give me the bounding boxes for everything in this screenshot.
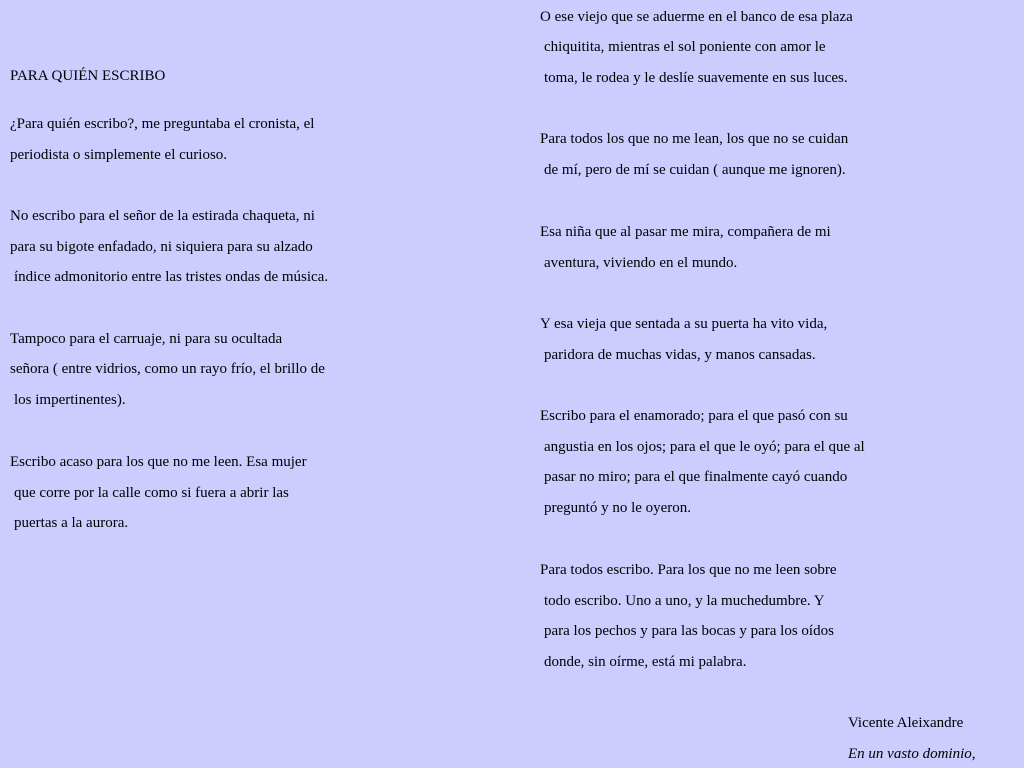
poem-line: aventura, viviendo en el mundo. xyxy=(544,255,738,271)
poem-source: En un vasto dominio, xyxy=(848,746,976,762)
poem-line: todo escribo. Uno a uno, y la muchedumbre. Y xyxy=(544,593,825,609)
poem-line: puertas a la aurora. xyxy=(14,515,129,531)
poem-line: para su bigote enfadado, ni siquiera para su alzado xyxy=(10,239,313,255)
poem-line: donde, sin oírme, está mi palabra. xyxy=(544,654,747,670)
poem-line: Tampoco para el carruaje, ni para su ocultada xyxy=(10,331,283,347)
poem-line: periodista o simplemente el curioso. xyxy=(10,147,228,163)
poem-title: PARA QUIÉN ESCRIBO xyxy=(10,68,166,84)
poem-line: señora ( entre vidrios, como un rayo frío, el brillo de xyxy=(10,361,325,377)
poem-line: O ese viejo que se aduerme en el banco de esa plaza xyxy=(540,9,853,25)
poem-line: que corre por la calle como si fuera a abrir las xyxy=(14,485,289,501)
poem-line: toma, le rodea y le deslíe suavemente en sus luces. xyxy=(544,70,848,86)
poem-line: de mí, pero de mí se cuidan ( aunque me ignoren). xyxy=(544,162,846,178)
poem-line: los impertinentes). xyxy=(14,392,126,408)
poem-line: Para todos escribo. Para los que no me leen sobre xyxy=(540,562,837,578)
poem-line: Para todos los que no me lean, los que no se cuidan xyxy=(540,131,849,147)
poem-line: angustia en los ojos; para el que le oyó; para el que al xyxy=(544,439,865,455)
poem-line: No escribo para el señor de la estirada chaqueta, ni xyxy=(10,208,315,224)
poem-line: pasar no miro; para el que finalmente cayó cuando xyxy=(544,469,848,485)
poem-line: paridora de muchas vidas, y manos cansadas. xyxy=(544,347,816,363)
poem-line: preguntó y no le oyeron. xyxy=(544,500,692,516)
poem-author: Vicente Aleixandre xyxy=(848,715,964,731)
poem-line: Escribo acaso para los que no me leen. Esa mujer xyxy=(10,454,307,470)
poem-line: Esa niña que al pasar me mira, compañera de mi xyxy=(540,224,831,240)
poem-line: Y esa vieja que sentada a su puerta ha vito vida, xyxy=(540,316,828,332)
poem-line: ¿Para quién escribo?, me preguntaba el cronista, el xyxy=(10,116,315,132)
poem-line: Escribo para el enamorado; para el que pasó con su xyxy=(540,408,848,424)
poem-line: índice admonitorio entre las tristes ondas de música. xyxy=(14,269,329,285)
poem-line: chiquitita, mientras el sol poniente con amor le xyxy=(544,39,826,55)
poem-line: para los pechos y para las bocas y para los oídos xyxy=(544,623,834,639)
